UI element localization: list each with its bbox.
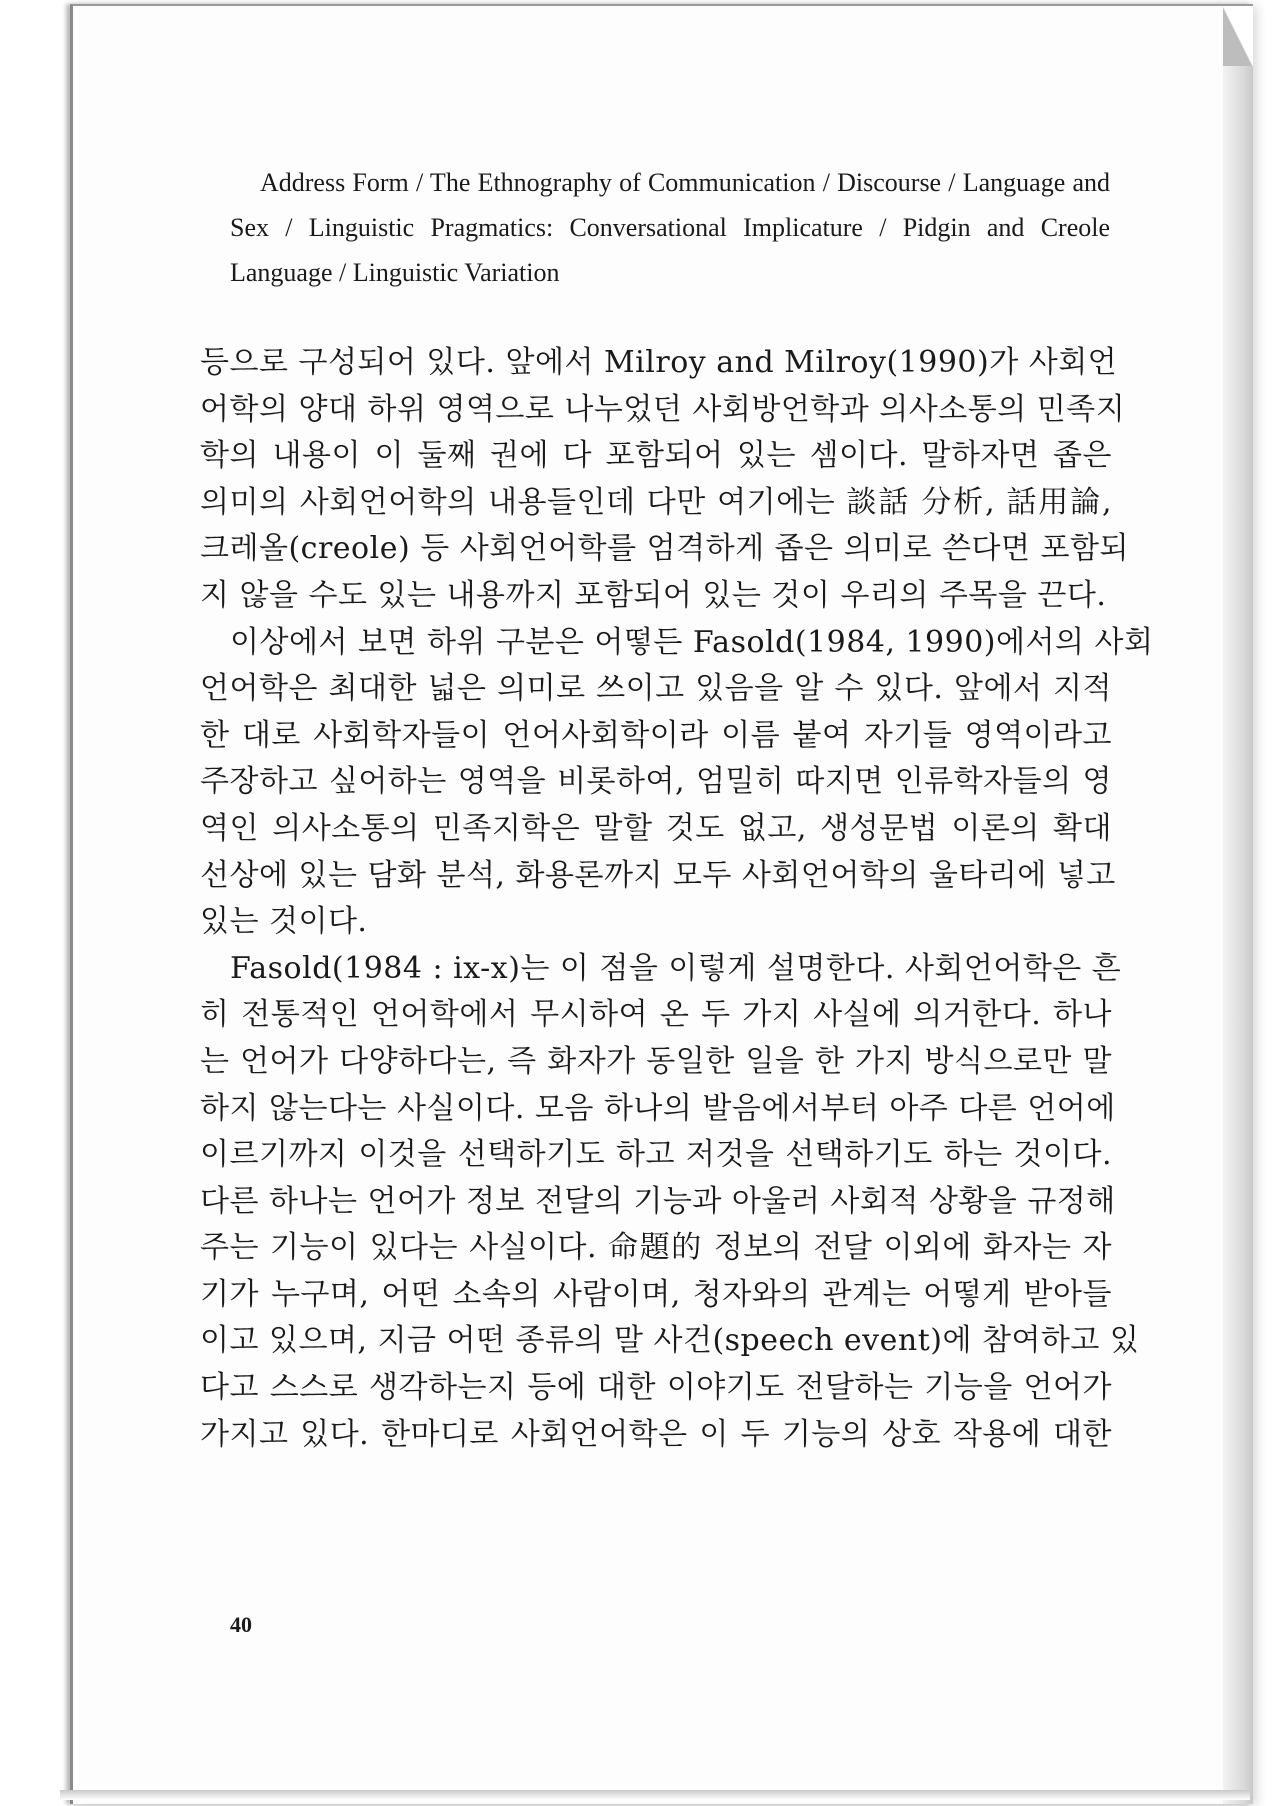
text-line: 이고 있으며, 지금 어떤 종류의 말 사건(speech event)에 참여하고 있 <box>200 1323 1140 1359</box>
paragraph <box>200 340 1129 620</box>
text-line: 하지 않는다는 사실이다. 모음 하나의 발음에서부터 아주 다른 언어에 <box>200 1090 1116 1126</box>
text-line: 가지고 있다. 한마디로 사회언어학은 이 두 기능의 상호 작용에 대한 <box>200 1416 1112 1452</box>
text-line: 등으로 구성되어 있다. 앞에서 Milroy and Milroy(1990)가 사회언 <box>200 345 1118 380</box>
text-line: 주장하고 싶어하는 영역을 비롯하여, 엄밀히 따지면 인류학자들의 영 <box>200 764 1112 800</box>
body-text <box>200 340 1154 1458</box>
paragraph <box>200 946 1140 1459</box>
text-line: 의미의 사회언어학의 내용들인데 다만 여기에는 談話 分析, 話用論, <box>200 484 1112 520</box>
text-line: 기가 누구며, 어떤 소속의 사람이며, 청자와의 관계는 어떻게 받아들 <box>200 1276 1112 1312</box>
text-line: 한 대로 사회학자들이 언어사회학이라 이름 붙여 자기들 영역이라고 <box>200 717 1112 753</box>
text-line: 다고 스스로 생각하는지 등에 대한 이야기도 전달하는 기능을 언어가 <box>200 1370 1112 1406</box>
text-line: 있는 것이다. <box>200 904 368 940</box>
text-line: 크레올(creole) 등 사회언어학를 엄격하게 좁은 의미로 쓴다면 포함되 <box>200 531 1129 567</box>
text-line: 어학의 양대 하위 영역으로 나누었던 사회방언학과 의사소통의 민족지 <box>200 391 1126 427</box>
page-number: 40 <box>230 1612 252 1637</box>
text-line: 는 언어가 다양하다는, 즉 화자가 동일한 일을 한 가지 방식으로만 말 <box>200 1043 1112 1079</box>
text-line: 다른 하나는 언어가 정보 전달의 기능과 아울러 사회적 상황을 규정해 <box>200 1183 1116 1219</box>
page-shadow <box>60 1790 1250 1800</box>
topic-list: Address Form / The Ethnography of Communication / Discourse / Language and Sex / Linguistic Pragmatics: Conversational Implicature / Pidgin and Creole Language / Linguistic Variation <box>230 168 1110 287</box>
text-line: 지 않을 수도 있는 내용까지 포함되어 있는 것이 우리의 주목을 끈다. <box>200 577 1107 613</box>
text-line: 학의 내용이 이 둘째 권에 다 포함되어 있는 셈이다. 말하자면 좁은 <box>200 438 1112 474</box>
text-line: 선상에 있는 담화 분석, 화용론까지 모두 사회언어학의 울타리에 넣고 <box>200 857 1116 893</box>
page-edge <box>1223 6 1253 1804</box>
paragraph <box>200 620 1154 946</box>
text-line: 언어학은 최대한 넓은 의미로 쓰이고 있음을 알 수 있다. 앞에서 지적 <box>200 671 1112 707</box>
text-line: 이르기까지 이것을 선택하기도 하고 저것을 선택하기도 하는 것이다. <box>200 1137 1112 1173</box>
text-line: 주는 기능이 있다는 사실이다. 命題的 정보의 전달 이외에 화자는 자 <box>200 1230 1112 1266</box>
text-line: 히 전통적인 언어학에서 무시하여 온 두 가지 사실에 의거한다. 하나 <box>200 997 1112 1033</box>
text-line: 역인 의사소통의 민족지학은 말할 것도 없고, 생성문법 이론의 확대 <box>200 810 1112 846</box>
text-line: 이상에서 보면 하위 구분은 어떻든 Fasold(1984, 1990)에서의 사회 <box>230 624 1154 660</box>
page-corner <box>1223 6 1253 66</box>
text-line: Fasold(1984 : ix-x)는 이 점을 이렇게 설명한다. 사회언어학은 흔 <box>230 950 1122 986</box>
